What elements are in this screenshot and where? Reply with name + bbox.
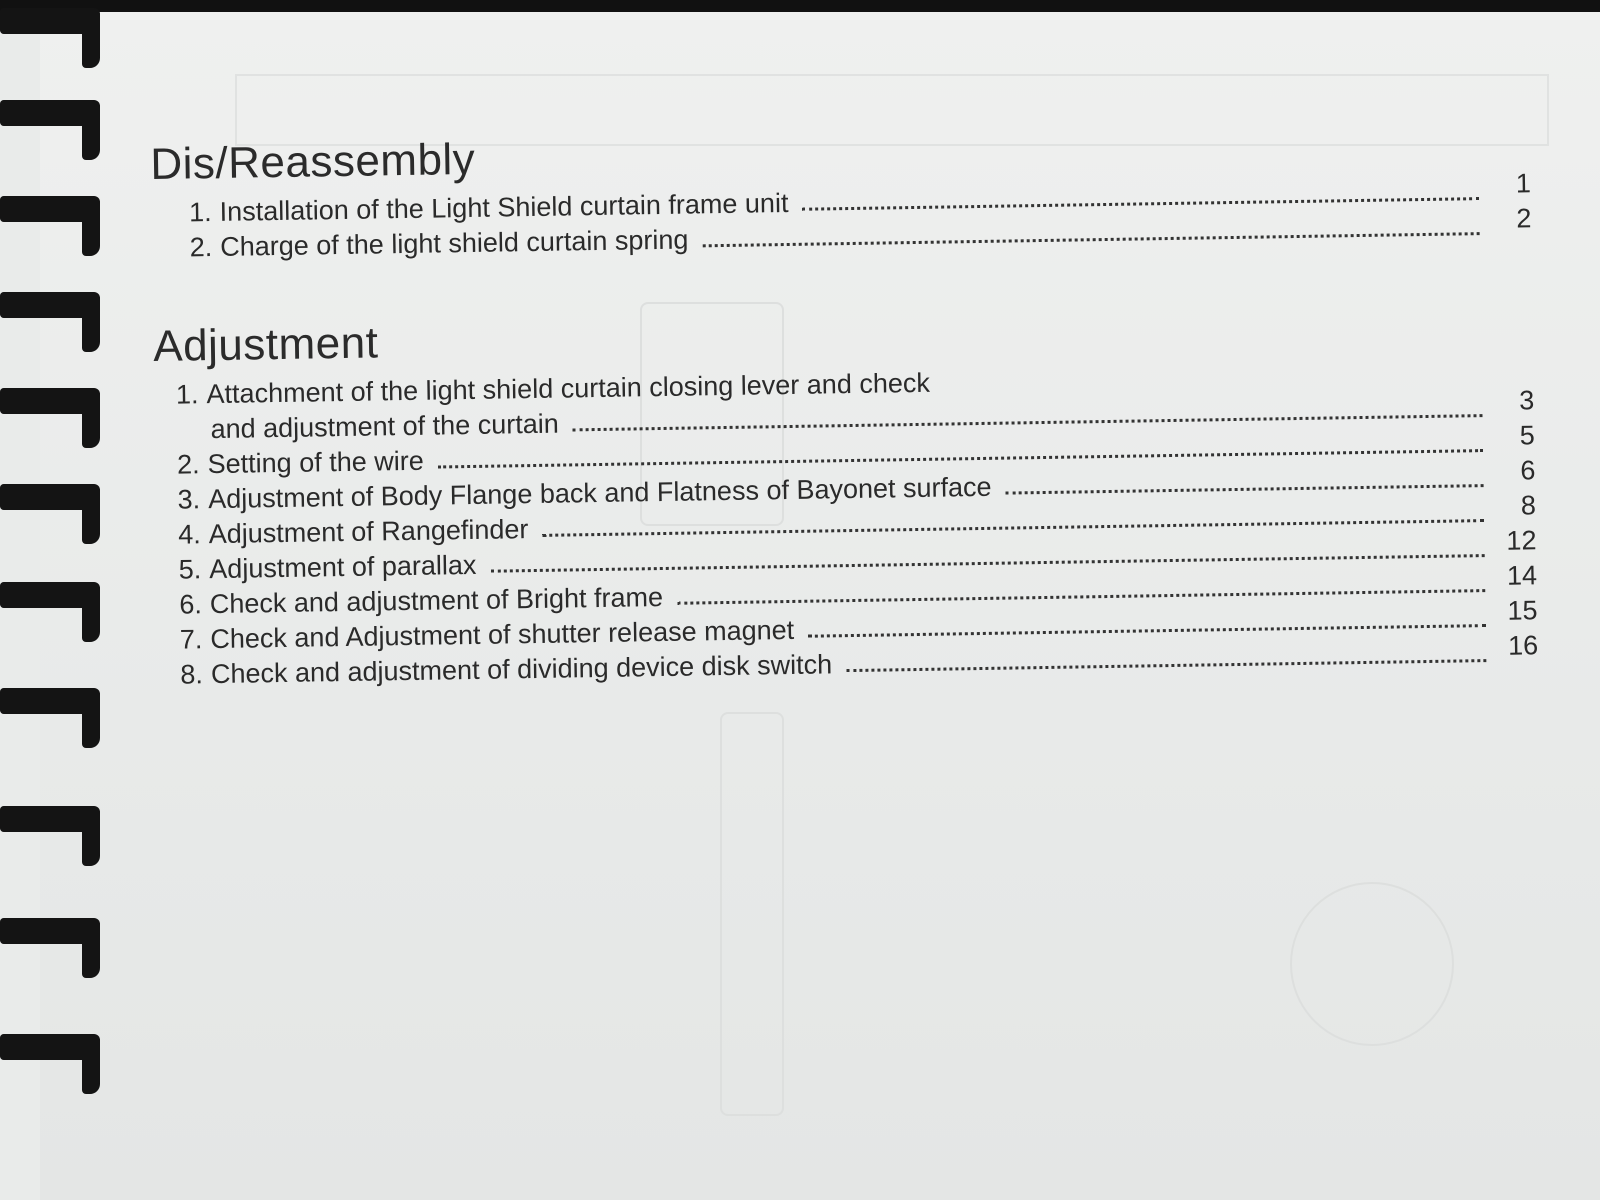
binding-ring: [0, 292, 100, 318]
dot-leader: [703, 232, 1480, 247]
toc-entry-label: Charge of the light shield curtain spring: [219, 224, 689, 262]
toc-entry-page: 14: [1506, 560, 1538, 591]
binding-ring: [0, 1034, 100, 1060]
binding-ring: [0, 582, 100, 608]
toc-entry-label: Installation of the Light Shield curtain frame unit: [219, 187, 789, 227]
toc-entry-number: 1.: [175, 379, 199, 410]
toc-entry-number: 2.: [189, 232, 213, 263]
section-entries-adjustment: [176, 354, 1539, 690]
bleed-through-diagram: [1290, 882, 1454, 1046]
toc-entry-page: 5: [1519, 420, 1536, 451]
toc-entry-number: 2.: [176, 449, 200, 480]
toc-entry-label: Setting of the wire: [207, 445, 424, 480]
binding-ring: [0, 688, 100, 714]
dot-leader: [1006, 484, 1484, 495]
toc-entry-number: 3.: [177, 484, 201, 515]
toc-entry-page: 16: [1507, 630, 1539, 661]
toc-entry-label: Check and adjustment of dividing device disk switch: [210, 649, 833, 690]
toc-entry-page: 2: [1516, 203, 1532, 234]
toc-entry-page: 12: [1506, 525, 1537, 556]
binding-ring: [0, 8, 100, 34]
table-of-contents: [150, 118, 1538, 691]
toc-entry-label: Adjustment of parallax: [209, 549, 477, 585]
dot-leader: [803, 197, 1480, 211]
toc-entry-number: 6.: [179, 589, 203, 620]
binding-ring: [0, 100, 100, 126]
spiral-binding: [0, 0, 120, 1200]
toc-entry-label: Check and Adjustment of shutter release magnet: [210, 614, 795, 655]
toc-entry-label: Adjustment of Body Flange back and Flatness of Bayonet surface: [207, 471, 992, 515]
binding-ring: [0, 918, 100, 944]
toc-entry-number: 8.: [180, 659, 204, 690]
toc-entry-page: 1: [1515, 168, 1532, 199]
toc-entry-label: Adjustment of Rangefinder: [208, 514, 529, 550]
toc-entry-page: 15: [1507, 595, 1538, 626]
binding-ring: [0, 388, 100, 414]
toc-entry-number: 1.: [188, 197, 212, 228]
binding-ring: [0, 806, 100, 832]
toc-entry-number: 4.: [177, 519, 201, 550]
toc-entry-page: 3: [1518, 385, 1535, 416]
toc-entry-number: 5.: [178, 554, 202, 585]
binding-ring: [0, 196, 100, 222]
dot-leader: [846, 659, 1486, 672]
toc-entry-page: 8: [1520, 490, 1537, 521]
section-title-disreassembly: Dis/Reassembly: [150, 134, 476, 189]
toc-entry-label: and adjustment of the curtain: [210, 408, 559, 445]
bleed-through-diagram: [720, 712, 784, 1116]
toc-entry-label: Check and adjustment of Bright frame: [209, 582, 664, 620]
section-title-adjustment: Adjustment: [152, 318, 379, 371]
toc-entry-page: 6: [1520, 455, 1536, 486]
toc-entry-label-line1: Attachment of the light shield curtain closing lever and check: [206, 367, 931, 410]
binding-ring: [0, 484, 100, 510]
toc-entry-number: 7.: [179, 624, 203, 655]
